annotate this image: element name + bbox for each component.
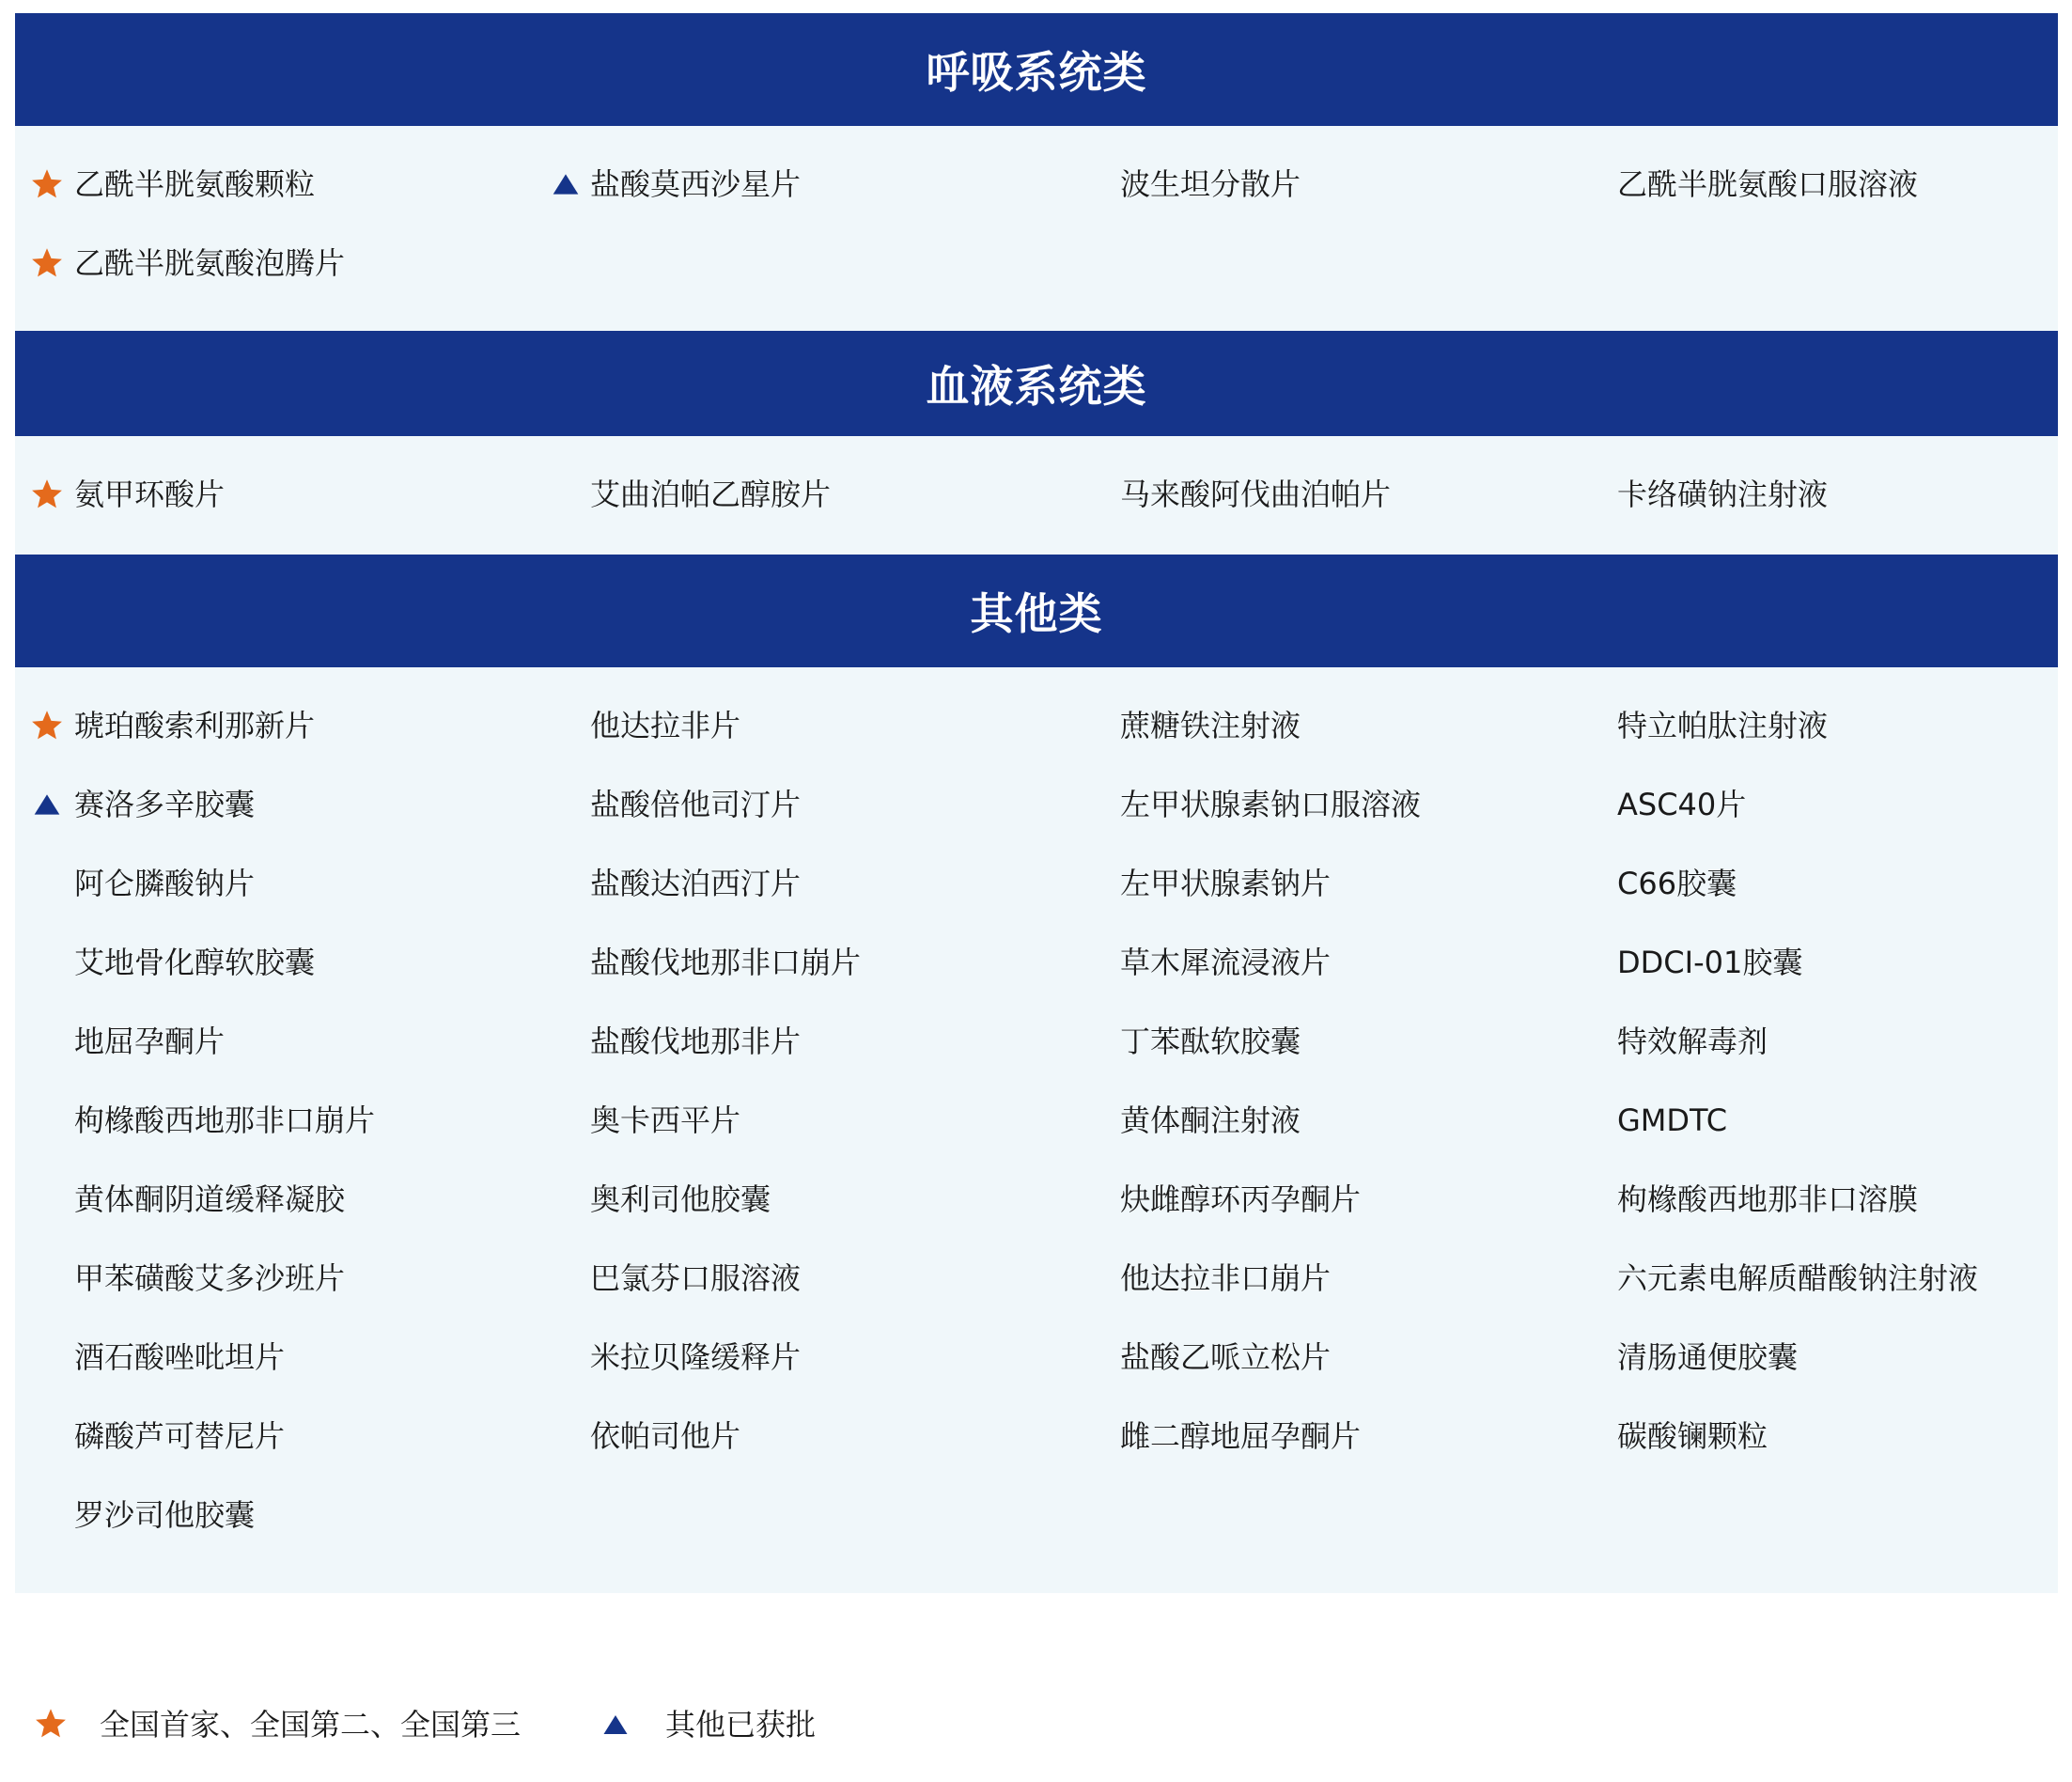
- star-icon: [34, 1707, 68, 1741]
- section-title: 其他类: [970, 588, 1103, 639]
- section-header-blood: [15, 331, 2058, 436]
- list-item: 波生坦分散片: [1120, 166, 1301, 202]
- list-item: 艾地骨化醇软胶囊: [74, 945, 316, 980]
- legend-star-label: 全国首家、全国第二、全国第三: [100, 1707, 522, 1743]
- list-item: 左甲状腺素钠片: [1120, 866, 1332, 901]
- list-item: 阿仑膦酸钠片: [74, 866, 256, 901]
- list-item: 米拉贝隆缓释片: [590, 1339, 802, 1375]
- section-header-respiratory: [15, 13, 2058, 126]
- section-title: 血液系统类: [926, 361, 1147, 412]
- list-item: 特立帕肽注射液: [1617, 708, 1829, 743]
- list-item: 依帕司他片: [590, 1418, 741, 1454]
- list-item: ASC40片: [1617, 787, 1747, 822]
- list-item: 六元素电解质醋酸钠注射液: [1617, 1260, 1979, 1296]
- list-item: DDCⅠ-01胶囊: [1617, 945, 1803, 980]
- list-item: 特效解毒剂: [1617, 1024, 1768, 1059]
- list-item: 酒石酸唑吡坦片: [74, 1339, 286, 1375]
- list-item: C66胶囊: [1617, 866, 1737, 901]
- star-icon: [30, 477, 64, 511]
- list-item: 盐酸莫西沙星片: [590, 166, 802, 202]
- list-item: 清肠通便胶囊: [1617, 1339, 1799, 1375]
- section-body-blood: [15, 436, 2058, 555]
- list-item: 巴氯芬口服溶液: [590, 1260, 802, 1296]
- star-icon: [30, 709, 64, 742]
- list-item: 左甲状腺素钠口服溶液: [1120, 787, 1422, 822]
- list-item: 盐酸伐地那非口崩片: [590, 945, 862, 980]
- list-item: 乙酰半胱氨酸泡腾片: [74, 245, 346, 281]
- section-body-respiratory: [15, 126, 2058, 331]
- triangle-icon: [601, 1711, 630, 1739]
- list-item: 黄体酮注射液: [1120, 1102, 1301, 1138]
- list-item: 罗沙司他胶囊: [74, 1497, 256, 1533]
- list-item: 盐酸倍他司汀片: [590, 787, 802, 822]
- list-item: 盐酸达泊西汀片: [590, 866, 802, 901]
- triangle-icon: [32, 789, 62, 820]
- list-item: GMDTC: [1617, 1102, 1728, 1138]
- list-item: 磷酸芦可替尼片: [74, 1418, 286, 1454]
- list-item: 盐酸伐地那非片: [590, 1024, 802, 1059]
- list-item: 甲苯磺酸艾多沙班片: [74, 1260, 346, 1296]
- list-item: 乙酰半胱氨酸颗粒: [74, 166, 316, 202]
- list-item: 盐酸乙哌立松片: [1120, 1339, 1332, 1375]
- section-body-other: [15, 667, 2058, 1593]
- list-item: 枸橼酸西地那非口崩片: [74, 1102, 376, 1138]
- triangle-icon: [551, 169, 581, 199]
- list-item: 艾曲泊帕乙醇胺片: [590, 477, 832, 512]
- section-title: 呼吸系统类: [926, 47, 1147, 98]
- star-icon: [30, 246, 64, 280]
- list-item: 黄体酮阴道缓释凝胶: [74, 1181, 346, 1217]
- list-item: 卡络磺钠注射液: [1617, 477, 1829, 512]
- list-item: 奥利司他胶囊: [590, 1181, 771, 1217]
- list-item: 琥珀酸索利那新片: [74, 708, 316, 743]
- list-item: 他达拉非片: [590, 708, 741, 743]
- list-item: 草木犀流浸液片: [1120, 945, 1332, 980]
- list-item: 雌二醇地屈孕酮片: [1120, 1418, 1362, 1454]
- list-item: 枸橼酸西地那非口溶膜: [1617, 1181, 1919, 1217]
- list-item: 奥卡西平片: [590, 1102, 741, 1138]
- list-item: 地屈孕酮片: [74, 1024, 226, 1059]
- star-icon: [30, 167, 64, 201]
- list-item: 乙酰半胱氨酸口服溶液: [1617, 166, 1919, 202]
- list-item: 氨甲环酸片: [74, 477, 226, 512]
- list-item: 赛洛多辛胶囊: [74, 787, 256, 822]
- list-item: 他达拉非口崩片: [1120, 1260, 1332, 1296]
- list-item: 碳酸镧颗粒: [1617, 1418, 1768, 1454]
- list-item: 丁苯酞软胶囊: [1120, 1024, 1301, 1059]
- section-header-other: [15, 555, 2058, 667]
- list-item: 蔗糖铁注射液: [1120, 708, 1301, 743]
- list-item: 炔雌醇环丙孕酮片: [1120, 1181, 1362, 1217]
- list-item: 马来酸阿伐曲泊帕片: [1120, 477, 1392, 512]
- legend-triangle-label: 其他已获批: [665, 1707, 817, 1743]
